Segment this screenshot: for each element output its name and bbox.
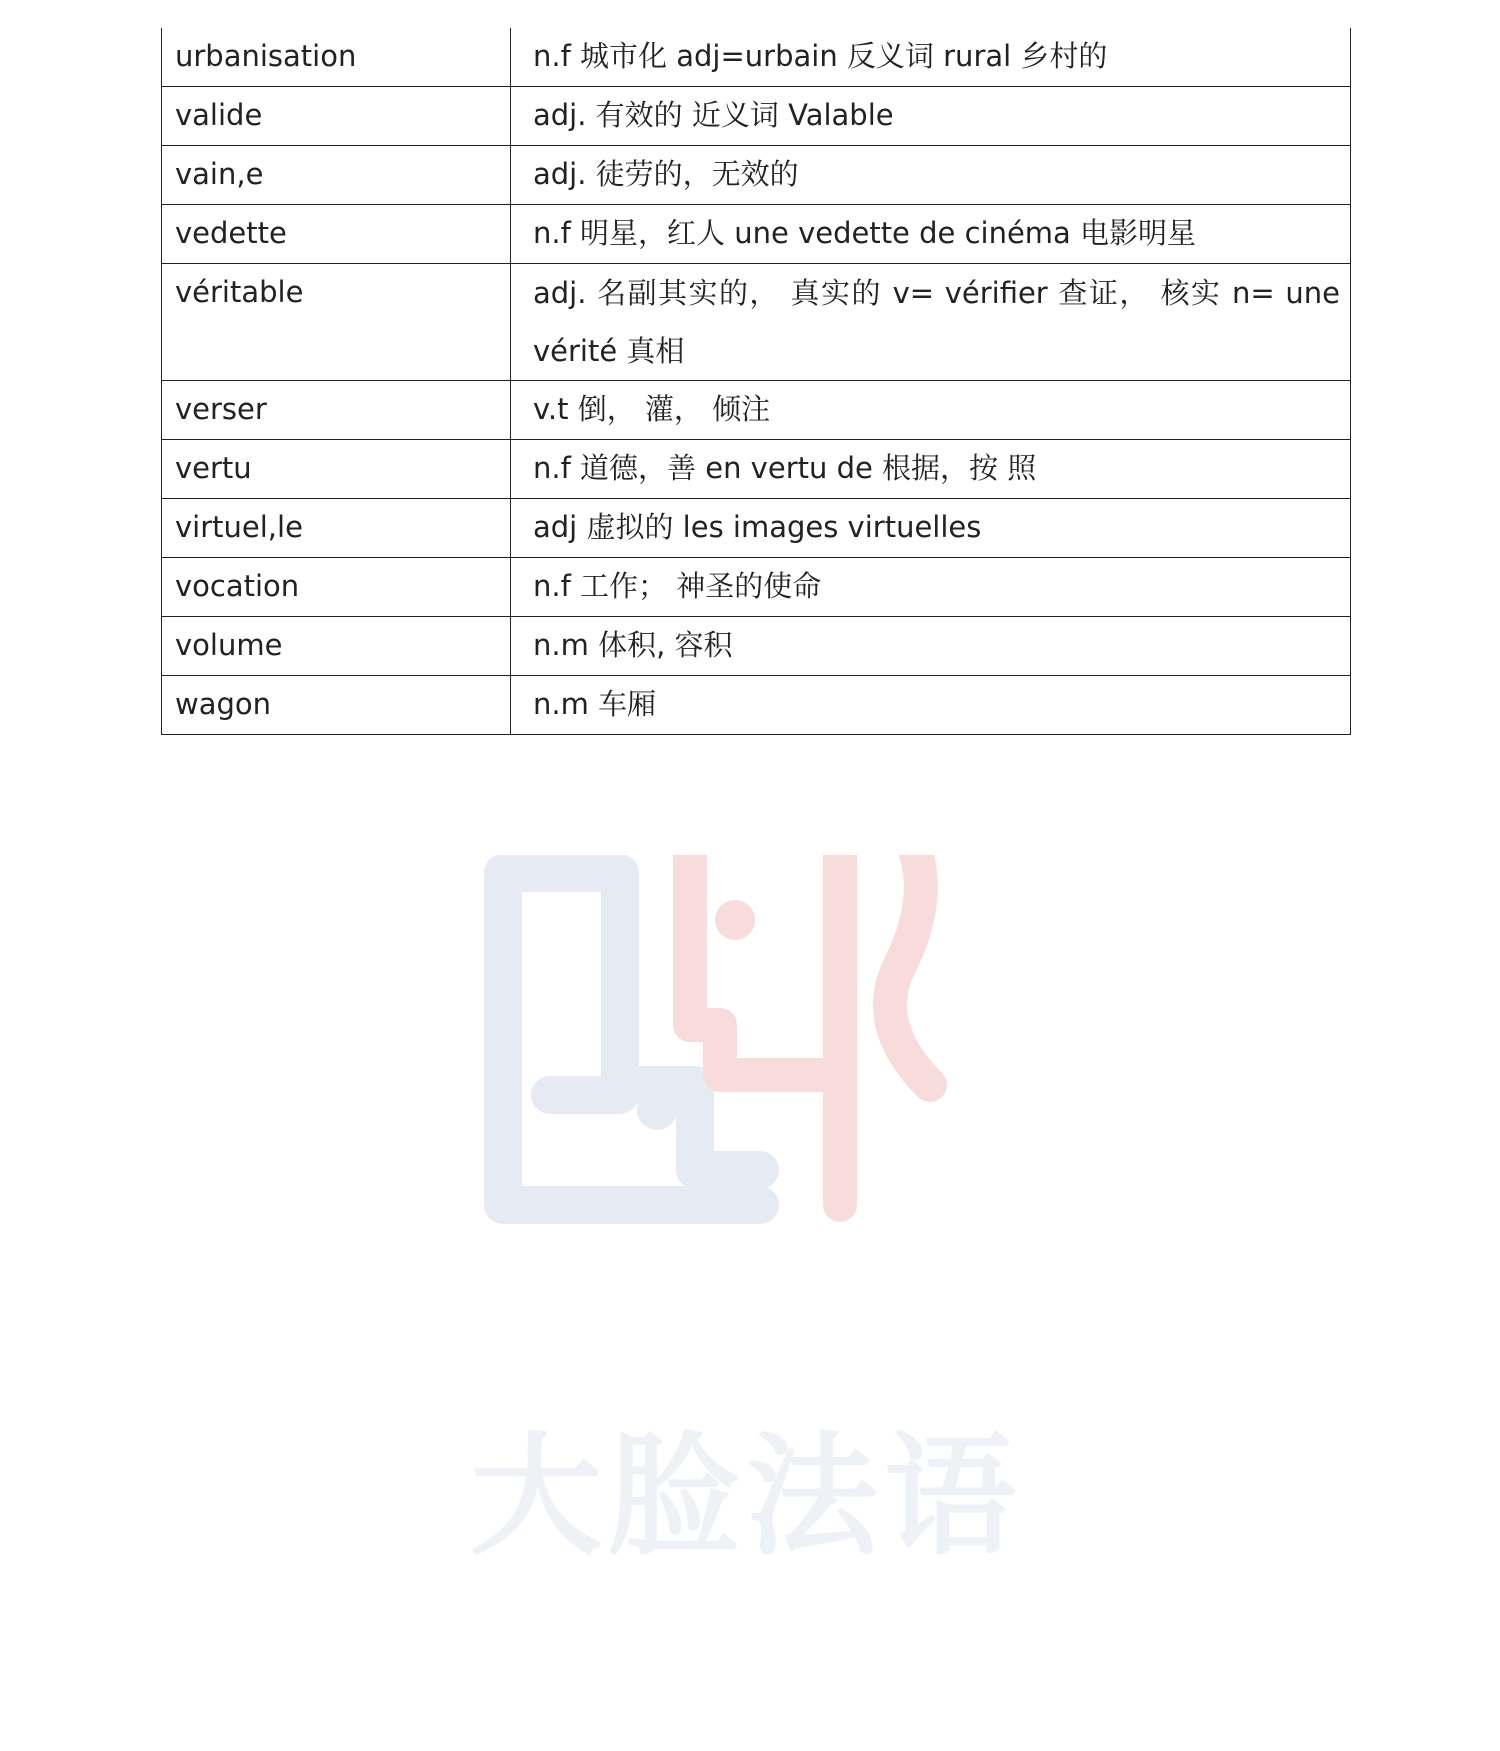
table-row — [162, 617, 1351, 676]
table-row — [162, 28, 1351, 87]
word-cell: vertu — [162, 440, 511, 499]
table-row — [162, 440, 1351, 499]
word-cell: vain,e — [162, 146, 511, 205]
definition-cell: n.f 明星，红人 une vedette de cinéma 电影明星 — [511, 205, 1351, 264]
word-cell: verser — [162, 381, 511, 440]
definition-cell: n.f 道德，善 en vertu de 根据，按 照 — [511, 440, 1351, 499]
definition-cell: adj 虚拟的 les images virtuelles — [511, 499, 1351, 558]
definition-cell: n.m 体积, 容积 — [511, 617, 1351, 676]
definition-cell: adj. 名副其实的， 真实的 v= vérifier 查证， 核实 n= une vérité 真相 — [511, 264, 1351, 381]
table-row — [162, 558, 1351, 617]
table-row — [162, 264, 1351, 381]
word-cell: virtuel,le — [162, 499, 511, 558]
table-row — [162, 146, 1351, 205]
word-cell: valide — [162, 87, 511, 146]
definition-cell: v.t 倒， 灌， 倾注 — [511, 381, 1351, 440]
table-row — [162, 676, 1351, 735]
table-row — [162, 499, 1351, 558]
word-cell: vocation — [162, 558, 511, 617]
definition-cell: n.f 工作； 神圣的使命 — [511, 558, 1351, 617]
word-cell: vedette — [162, 205, 511, 264]
word-cell: volume — [162, 617, 511, 676]
vocabulary-table — [161, 28, 1351, 735]
definition-cell: n.m 车厢 — [511, 676, 1351, 735]
definition-cell: adj. 有效的 近义词 Valable — [511, 87, 1351, 146]
word-cell: wagon — [162, 676, 511, 735]
word-cell: véritable — [162, 264, 511, 381]
table-row — [162, 87, 1351, 146]
table-row — [162, 381, 1351, 440]
word-cell: urbanisation — [162, 28, 511, 87]
definition-cell: adj. 徒劳的，无效的 — [511, 146, 1351, 205]
definition-cell: n.f 城市化 adj=urbain 反义词 rural 乡村的 — [511, 28, 1351, 87]
table-row — [162, 205, 1351, 264]
watermark-brand-text: 大脸法语 — [470, 1420, 1022, 1574]
